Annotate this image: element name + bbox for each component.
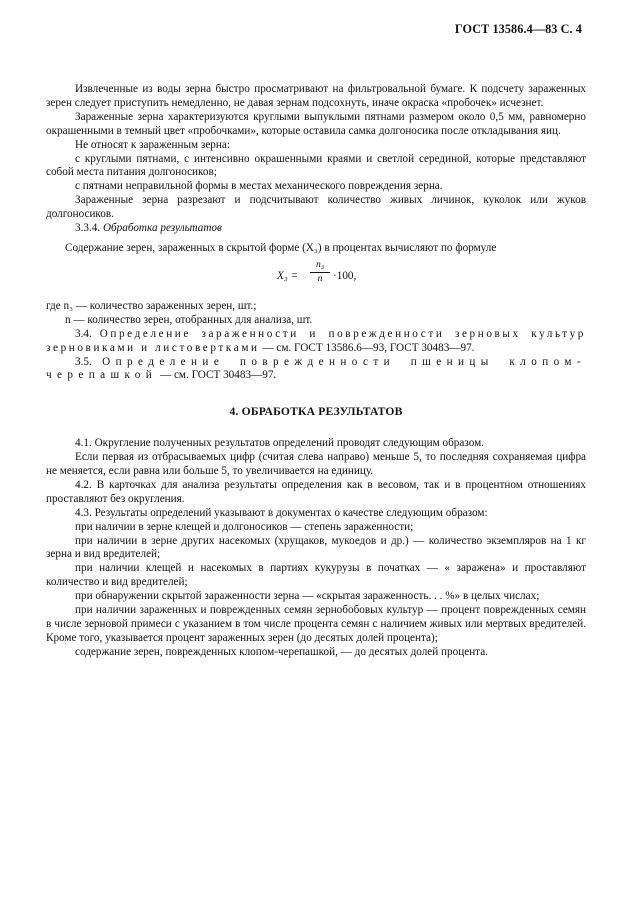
section-number: 3.3.4. bbox=[75, 222, 101, 235]
section-title: Определение поврежденности пшеницы клопом-черепашкой bbox=[46, 355, 586, 382]
where-line-1: где n₃ — количество зараженных зерен, шт.; bbox=[46, 299, 257, 312]
paragraph: Не относят к зараженным зерна: bbox=[75, 138, 230, 151]
paragraph: с круглыми пятнами, с интенсивно окрашенными краями и светлой серединой, которые представляют собой места питания долгоносиков; bbox=[46, 152, 586, 179]
paragraph: содержание зерен, поврежденных клопом-черепашкой, — до десятых долей процента. bbox=[75, 645, 488, 658]
section-3-4 bbox=[46, 328, 586, 356]
formula bbox=[46, 260, 586, 298]
paragraph: Зараженные зерна разрезают и подсчитывают количество живых личинок, куколок или жуков долгоносиков. bbox=[46, 194, 586, 221]
formula-intro: Содержание зерен, зараженных в скрытой форме (X₃) в процентах вычисляют по формуле bbox=[65, 241, 497, 254]
paragraph: Если первая из отбрасываемых цифр (считая слева направо) меньше 5, то последняя сохраняемая цифра не меняется, если равна или больше 5, то увеличивается на единицу. bbox=[46, 451, 586, 478]
paragraph: при обнаружении скрытой зараженности зерна — «скрытая зараженность. . . %» в целых числах; bbox=[75, 590, 540, 603]
section-ref: — см. ГОСТ 13586.6—93, ГОСТ 30483—97. bbox=[259, 341, 475, 354]
where-line-2: n — количество зерен, отобранных для анализа, шт. bbox=[65, 313, 313, 326]
paragraph: при наличии зараженных и поврежденных семян зернобобовых культур — процент поврежденных семян в числе зерновой примеси с указанием в том числе процента семян с наличием живых или мертвых вредителей. Кроме того, указывается процент зараженных зерен (до десятых долей процента); bbox=[46, 604, 586, 644]
section-number: 3.4. bbox=[75, 327, 92, 340]
document-body bbox=[46, 83, 586, 660]
page-header: ГОСТ 13586.4—83 С. 4 bbox=[454, 22, 582, 36]
section-number: 3.5. bbox=[75, 355, 92, 368]
paragraph: Зараженные зерна характеризуются круглыми выпуклыми пятнами размером около 0,5 мм, равномерно окрашенными в темный цвет «пробочками», которые оставила самка долгоносика после откладывания яиц. bbox=[46, 110, 586, 137]
paragraph: при наличии в зерне других насекомых (хрущаков, мукоедов и др.) — количество экземпляров на 1 кг зерна и вид вредителей; bbox=[46, 534, 586, 561]
section-ref: — см. ГОСТ 30483—97. bbox=[157, 369, 277, 382]
formula-numerator: n₃ bbox=[315, 259, 325, 270]
paragraph: с пятнами неправильной формы в местах механического повреждения зерна. bbox=[75, 180, 443, 193]
section-title: Обработка результатов bbox=[102, 222, 222, 235]
paragraph: 4.1. Округление полученных результатов определений проводят следующим образом. bbox=[75, 437, 484, 450]
formula-denominator: n bbox=[317, 273, 323, 284]
paragraph: 4.3. Результаты определений указывают в документах о качестве следующим образом: bbox=[75, 506, 488, 519]
section-3-5 bbox=[46, 356, 586, 384]
paragraph: при наличии в зерне клещей и долгоносиков — степень зараженности; bbox=[75, 520, 414, 533]
formula-rhs: ·100, bbox=[333, 269, 357, 282]
paragraph: 4.2. В карточках для анализа результаты определения как в весовом, так и в процентном отношениях проставляют без округления. bbox=[46, 478, 586, 505]
section-4-heading: 4. ОБРАБОТКА РЕЗУЛЬТАТОВ bbox=[229, 405, 403, 419]
section-title: Определение зараженности и поврежденности зерновых культур зерновиками и листовертками bbox=[46, 327, 586, 354]
fraction-bar bbox=[310, 272, 330, 273]
formula-lhs: X₃ = bbox=[277, 269, 299, 282]
paragraph: Извлеченные из воды зерна быстро просматривают на фильтровальной бумаге. К подсчету зараженных зерен следует приступить немедленно, не давая зернам подсохнуть, иначе окраска «пробочек» исчезнет. bbox=[46, 83, 586, 109]
section-3-3-4 bbox=[46, 222, 586, 236]
formula-fraction bbox=[310, 260, 330, 285]
paragraph: при наличии клещей и насекомых в партиях кукурузы в початках — « заражена» и проставляют количество и вид вредителей; bbox=[46, 562, 586, 589]
